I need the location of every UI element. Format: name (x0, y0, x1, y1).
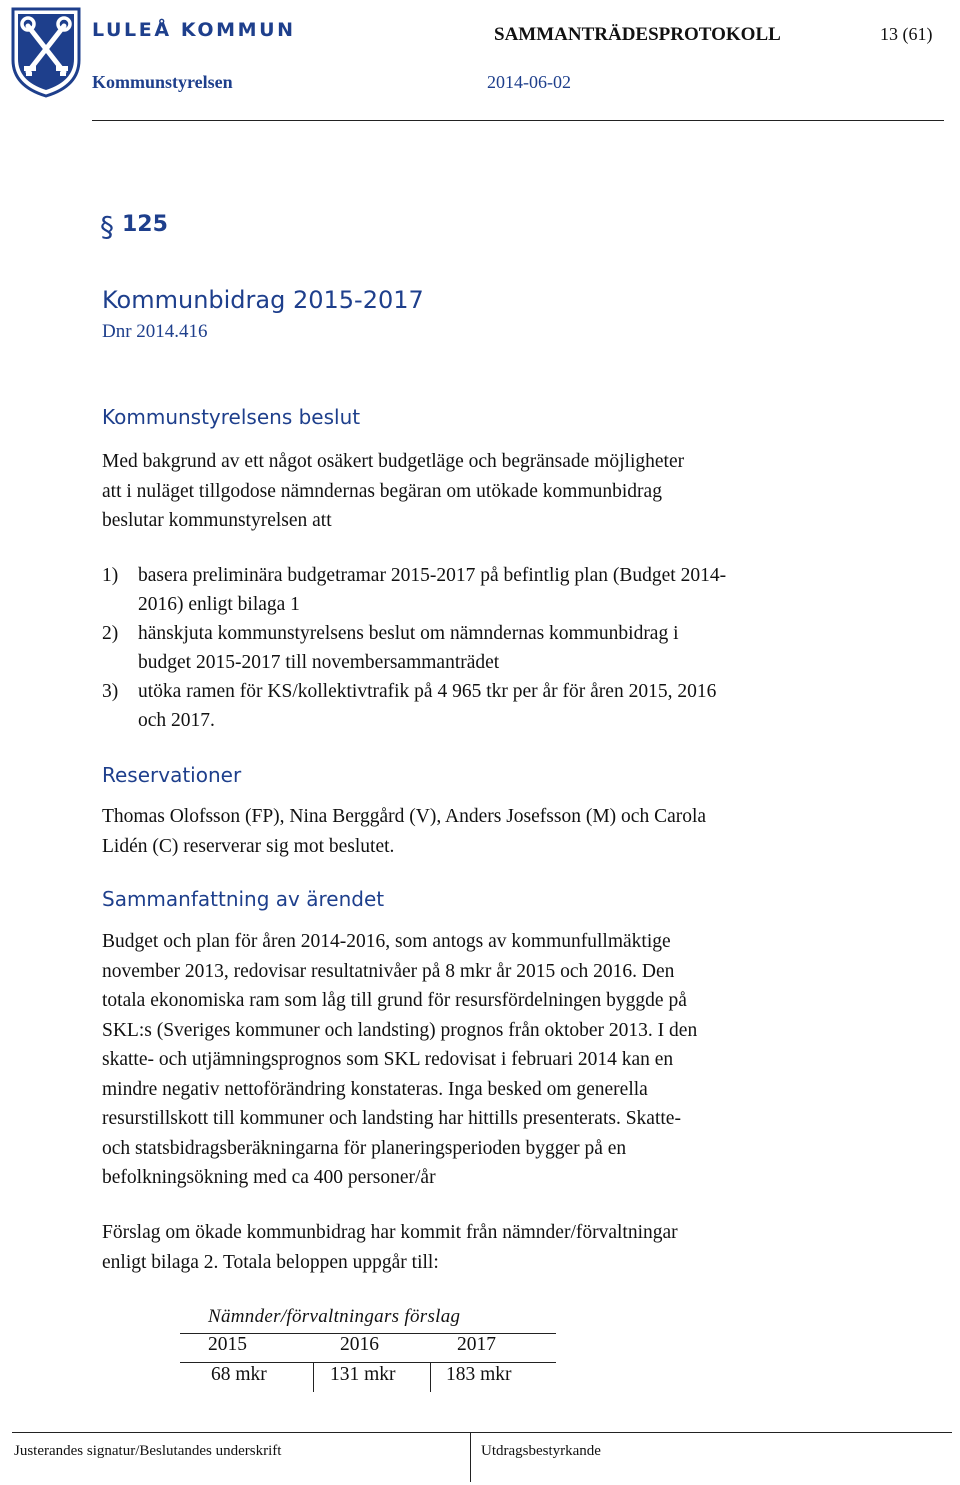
meeting-date: 2014-06-02 (487, 72, 571, 92)
text-line: beslutar kommunstyrelsen att (102, 510, 332, 531)
text-line: totala ekonomiska ram som låg till grund för resursfördelningen byggde på (102, 990, 687, 1011)
board-name: Kommunstyrelsen (92, 72, 233, 92)
item-number: 3) (102, 681, 119, 702)
item-text-continuation: 2016) enligt bilaga 1 (138, 594, 300, 615)
summary-heading: Sammanfattning av ärendet (102, 887, 385, 911)
decision-heading: Kommunstyrelsens beslut (102, 405, 361, 429)
text-line: resurstillskott till kommuner och landsting har hittills presenterats. Skatte- (102, 1108, 681, 1129)
item-text-continuation: och 2017. (138, 710, 215, 731)
table-cell-2017: 183 mkr (446, 1364, 512, 1385)
decision-intro (102, 447, 684, 536)
diary-number: Dnr 2014.416 (102, 321, 208, 342)
text-line: att i nuläget tillgodose nämndernas begäran om utökade kommunbidrag (102, 480, 662, 502)
text-line: enligt bilaga 2. Totala beloppen uppgår till: (102, 1251, 439, 1273)
text-line: november 2013, redovisar resultatnivåer på 8 mkr år 2015 och 2016. Den (102, 960, 675, 982)
coat-of-arms-icon (10, 6, 82, 98)
text-line: Thomas Olofsson (FP), Nina Berggård (V), Anders Josefsson (M) och Carola (102, 806, 707, 827)
text-line: Lidén (C) reserverar sig mot beslutet. (102, 835, 395, 857)
table-header-2017: 2017 (457, 1334, 496, 1355)
table-caption: Nämnder/förvaltningars förslag (208, 1306, 461, 1327)
table-header-2016: 2016 (340, 1334, 379, 1355)
org-name: LULEÅ KOMMUN (92, 19, 296, 41)
item-number: 1) (102, 565, 119, 586)
table-cell-2015: 68 mkr (211, 1364, 267, 1385)
table-column-divider (430, 1362, 431, 1392)
page-number: 13 (61) (880, 24, 933, 44)
signature-label: Justerandes signatur/Beslutandes underskrift (14, 1443, 282, 1459)
decision-item-1 (102, 565, 726, 587)
text-line: Med bakgrund av ett något osäkert budgetläge och begränsade möjligheter (102, 451, 685, 472)
text-line: SKL:s (Sveriges kommuner och landsting) prognos från oktober 2013. I den (102, 1019, 698, 1041)
reservations-heading: Reservationer (102, 763, 242, 787)
footer-rule (12, 1432, 952, 1433)
text-line: mindre negativ nettoförändring konstateras. Inga besked om generella (102, 1078, 648, 1100)
section-number: 125 (122, 212, 168, 237)
table-column-divider (313, 1362, 314, 1392)
document-type: SAMMANTRÄDESPROTOKOLL (494, 24, 781, 45)
decision-item-2 (102, 623, 679, 645)
text-line: Förslag om ökade kommunbidrag har kommit från nämnder/förvaltningar (102, 1222, 678, 1243)
text-line: Budget och plan för åren 2014-2016, som antogs av kommunfullmäktige (102, 931, 671, 952)
section-title: Kommunbidrag 2015-2017 (102, 286, 424, 314)
item-number: 2) (102, 623, 119, 644)
item-text-continuation: budget 2015-2017 till novembersammanträdet (138, 652, 500, 673)
text-line: och statsbidragsberäkningarna för planeringsperioden bygger på en (102, 1137, 627, 1159)
table-header-2015: 2015 (208, 1334, 247, 1355)
reservations-text (102, 802, 706, 861)
table-cell-2016: 131 mkr (330, 1364, 396, 1385)
table-header-rule (180, 1362, 556, 1363)
text-line: skatte- och utjämningsprognos som SKL redovisat i februari 2014 kan en (102, 1049, 674, 1070)
section-mark: § (100, 210, 114, 243)
item-text: hänskjuta kommunstyrelsens beslut om nämndernas kommunbidrag i (138, 623, 679, 644)
item-text: basera preliminära budgetramar 2015-2017 på befintlig plan (Budget 2014- (138, 565, 727, 586)
excerpt-label: Utdragsbestyrkande (481, 1443, 601, 1459)
proposal-text (102, 1218, 678, 1277)
item-text: utöka ramen för KS/kollektivtrafik på 4 965 tkr per år för åren 2015, 2016 (138, 681, 717, 702)
text-line: befolkningsökning med ca 400 personer/år (102, 1167, 436, 1188)
header-divider (92, 120, 944, 121)
footer-divider (470, 1432, 471, 1482)
decision-item-3 (102, 681, 716, 703)
summary-text (102, 927, 697, 1193)
